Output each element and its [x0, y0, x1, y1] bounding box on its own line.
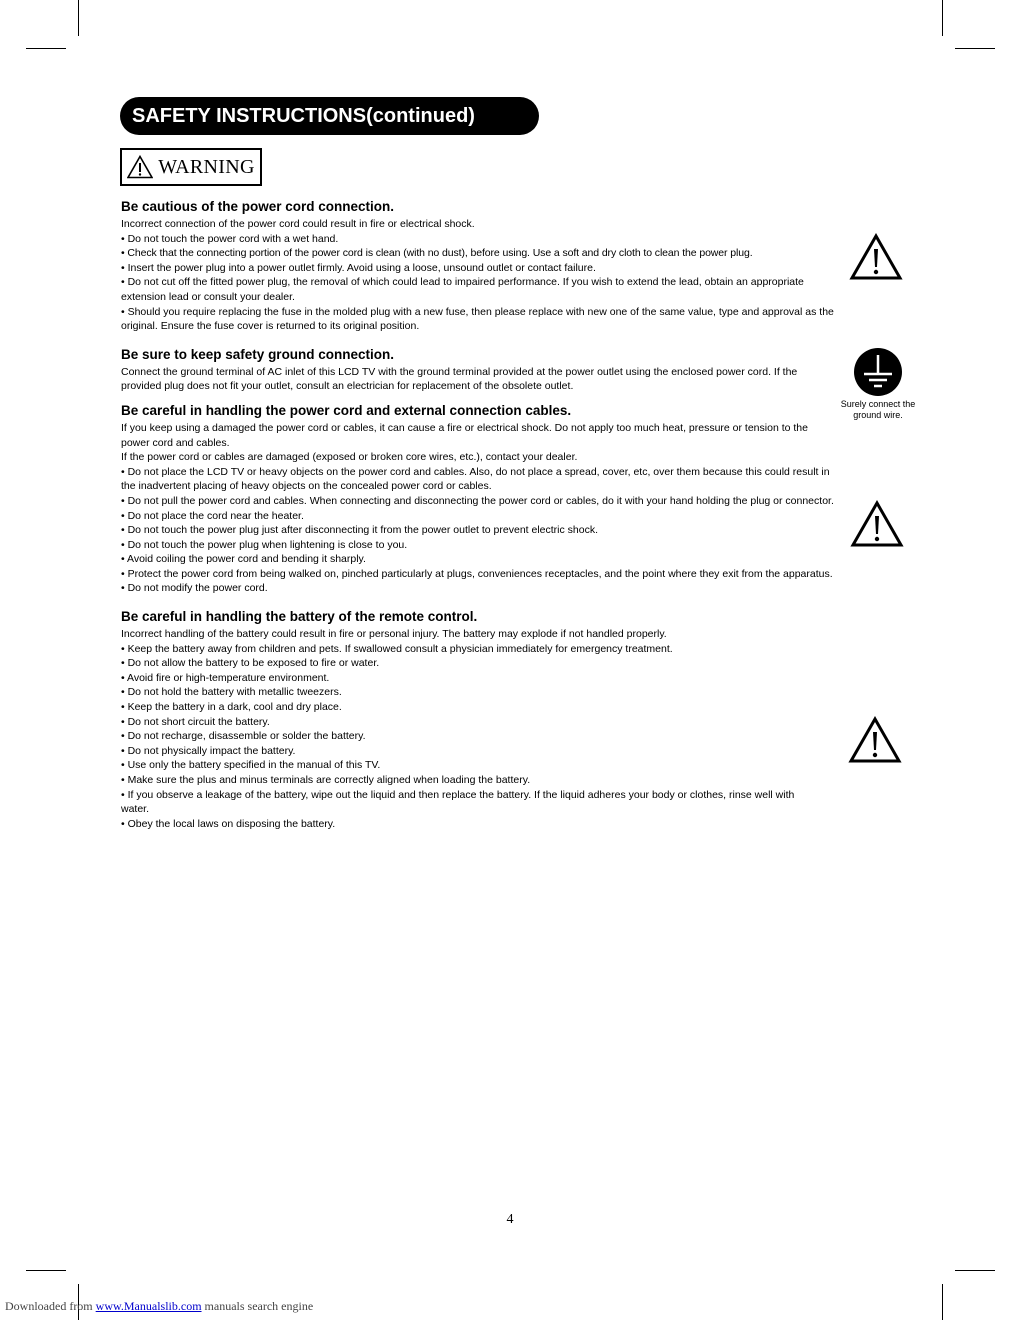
warning-label-box [120, 148, 262, 186]
body-line: • If you observe a leakage of the battery, wipe out the liquid and then replace the battery. If the liquid adheres your body or clothes, rinse well with water. [121, 788, 795, 816]
body-line: • Do not allow the battery to be exposed to fire or water. [121, 657, 380, 670]
crop-mark [942, 1284, 943, 1320]
body-line: • Make sure the plus and minus terminals are correctly aligned when loading the battery. [121, 774, 531, 786]
body-line: • Should you require replacing the fuse in the molded plug with a new fuse, then please replace with new one of the same value, type and approval as the original. Ensure the fuse cover is returned to its original position. [121, 305, 834, 333]
section-title: Be sure to keep safety ground connection. [121, 346, 395, 362]
body-line: • Keep the battery in a dark, cool and dry place. [121, 701, 342, 714]
footer-prefix: Downloaded from [5, 1299, 93, 1313]
body-line: • Do not pull the power cord and cables. When connecting and disconnecting the power cord or cables, do it with your hand holding the plug or connector. [121, 494, 834, 507]
body-line: • Obey the local laws on disposing the battery. [121, 817, 336, 830]
download-footer [5, 1299, 313, 1314]
section-title: Be careful in handling the power cord and external connection cables. [121, 402, 572, 418]
crop-mark [955, 48, 995, 49]
body-line: If the power cord or cables are damaged (exposed or broken core wires, etc.), contact your dealer. [121, 451, 578, 464]
body-line: • Do not short circuit the battery. [121, 715, 270, 728]
body-line: Connect the ground terminal of AC inlet of this LCD TV with the ground terminal provided at the power outlet using the enclosed power cord. If the provided plug does not fit your outlet, consult an electrician for replacement of the obsolete outlet. [121, 365, 798, 393]
body-line: • Do not touch the power plug just after disconnecting it from the power outlet to prevent electric shock. [121, 524, 599, 537]
body-line: • Protect the power cord from being walked on, pinched particularly at plugs, conveniences receptacles, and the point where they exit from the apparatus. [121, 567, 833, 580]
page-number: 4 [506, 1212, 514, 1227]
section-banner: SAFETY INSTRUCTIONS(continued) [120, 97, 539, 135]
section-cord-and-cables [121, 402, 839, 596]
manualslib-link[interactable]: www.Manualslib.com [95, 1299, 202, 1313]
body-line: • Avoid coiling the power cord and bending it sharply. [121, 553, 366, 566]
body-line: • Use only the battery specified in the manual of this TV. [121, 759, 381, 772]
section-title: Be careful in handling the battery of the remote control. [121, 609, 478, 625]
body-line: • Do not physically impact the battery. [121, 744, 296, 757]
body-line: • Insert the power plug into a power outlet firmly. Avoid using a loose, unsound outlet or contact failure. [121, 261, 596, 274]
section-ground-connection [121, 346, 839, 394]
body-line: If you keep using a damaged the power cord or cables, it can cause a fire or electrical shock. Do not apply too much heat, pressure or tension to the power cord and cables. [121, 421, 808, 449]
body-line: Incorrect connection of the power cord could result in fire or electrical shock. [121, 218, 475, 230]
section-title: Be cautious of the power cord connection. [121, 199, 395, 214]
crop-mark [78, 0, 79, 36]
body-line: • Do not modify the power cord. [121, 582, 268, 595]
warning-label: WARNING [158, 155, 255, 178]
body-line: • Do not cut off the fitted power plug, the removal of which could lead to impaired performance. If you wish to extend the lead, obtain an appropriate extension lead or consult your dealer. [121, 276, 804, 303]
body-line: • Do not place the LCD TV or heavy objects on the power cord and cables. Also, do not place a spread, cover, etc, over them because this could result in the inadvertent placing of heavy objects on the concealed power cord or cables. [121, 465, 830, 493]
body-line: • Avoid fire or high-temperature environment. [121, 671, 330, 684]
crop-mark [955, 1270, 995, 1271]
ground-caption: Surely connect the ground wire. [840, 399, 916, 420]
warning-triangle-icon [850, 500, 904, 548]
body-line: • Do not touch the power cord with a wet hand. [121, 232, 339, 245]
body-line: • Keep the battery away from children and pets. If swallowed consult a physician immediately for emergency treatment. [121, 642, 673, 655]
body-line: • Check that the connecting portion of the power cord is clean (with no dust), before using. Use a soft and dry cloth to clean the power plug. [121, 247, 753, 260]
body-line: • Do not touch the power plug when lightening is close to you. [121, 538, 408, 551]
body-line: • Do not place the cord near the heater. [121, 509, 304, 522]
footer-suffix: manuals search engine [204, 1299, 314, 1313]
instructions-body [121, 198, 839, 831]
crop-mark [942, 0, 943, 36]
body-line: Incorrect handling of the battery could result in fire or personal injury. The battery may explode if not handled properly. [121, 628, 667, 641]
body-line: • Do not recharge, disassemble or solder the battery. [121, 730, 366, 743]
section-power-cord-connection [121, 198, 839, 334]
warning-triangle-icon [848, 716, 902, 764]
warning-triangle-icon [127, 155, 153, 179]
crop-mark [26, 1270, 66, 1271]
body-line: • Do not hold the battery with metallic tweezers. [121, 686, 342, 699]
section-remote-battery [121, 608, 839, 831]
ground-connection-icon [852, 347, 904, 397]
crop-mark [26, 48, 66, 49]
warning-triangle-icon [849, 233, 903, 281]
